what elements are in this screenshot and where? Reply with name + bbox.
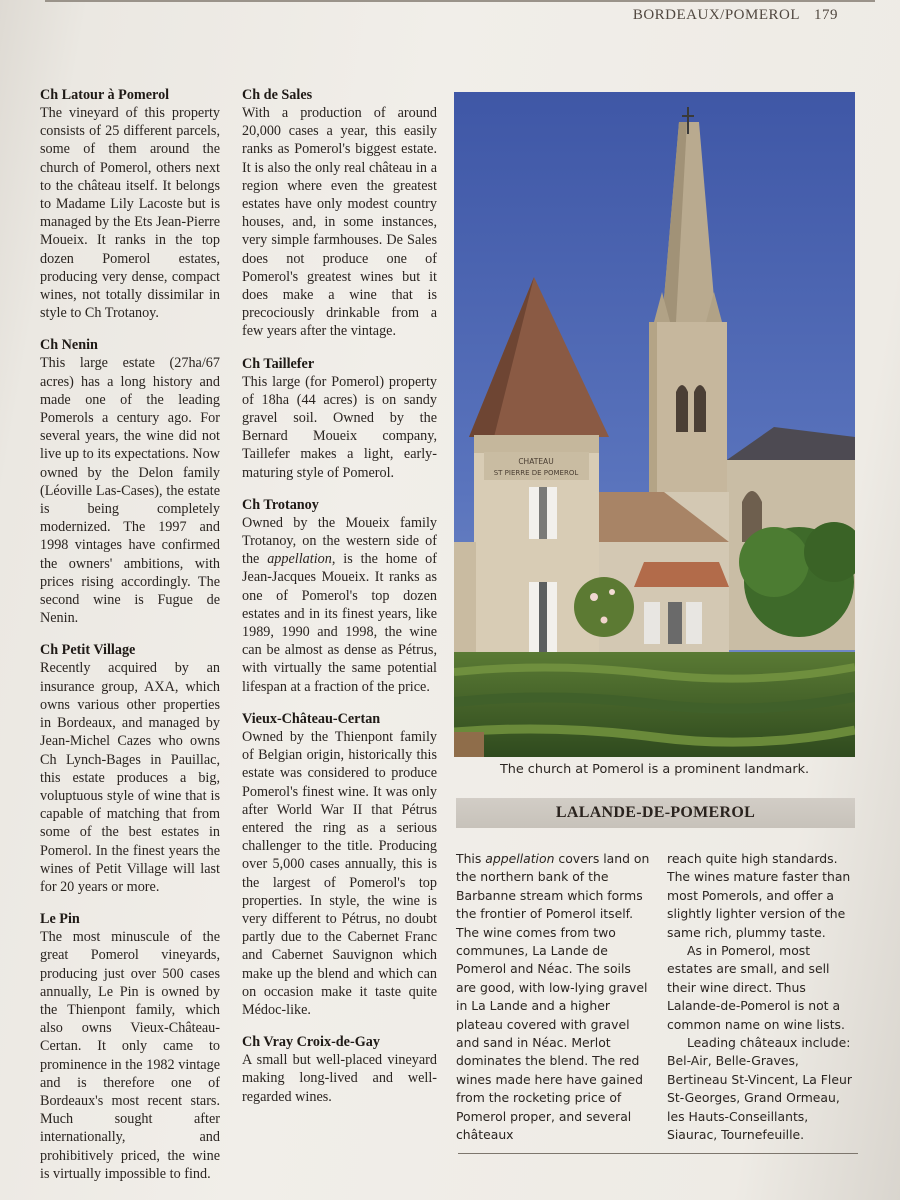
- italic-term: appellation: [267, 551, 332, 568]
- entry-text: Owned by the Thienpont family of Belgian origin, historically this estate was considered to produce Pomerol's finest wine. It was only after World War II that Pétrus entered the ring as a serious challenger to the title. Producing over 5,000 cases annually, this is the largest of Pomerol's top properties. In style, the wine is very different to Pétrus, no doubt partly due to the Cabernet Franc and Cabernet Sauvignon which make up the blend and which can on occasion make it taste quite Médoc-like.: [242, 728, 437, 1018]
- text-after: , is the home of Jean-Jacques Moueix. It ranks as one of Pomerol's top dozen estates and in its finest years, like 1989, 1990 and 1998, the wine can be almost as dense as Pétrus, with virtually the same potential lifespan at a fraction of the price.: [242, 551, 437, 695]
- entry-de-sales: [242, 86, 437, 341]
- section-heading: LALANDE-DE-POMEROL: [456, 798, 855, 828]
- column-4: [667, 850, 857, 1145]
- running-head: [633, 7, 838, 24]
- wing-shutter: [644, 602, 660, 644]
- entry-petit-village: [40, 641, 220, 896]
- section-paragraph-continued: reach quite high standards. The wines mature faster than most Pomerols, and offer a slightly lighter version of the same rich, plummy taste.: [667, 851, 851, 940]
- entry-title: Ch Petit Village: [40, 642, 136, 659]
- entry-text: The vineyard of this property consists of 25 different parcels, some of them around the church of Pomerol, others next to the château itself. It belongs to Madame Lily Lacoste but is managed by the Ets Jean-Pierre Moueix. It ranks in the top dozen Pomerol estates, producing very dense, compact wines, not totally dissimilar in style to Ch Trotanoy.: [40, 105, 220, 322]
- entry-vieux-chateau-certan: [242, 710, 437, 1019]
- entry-title: Ch Taillefer: [242, 355, 315, 372]
- section-paragraph: [456, 850, 652, 1145]
- sign-line-2: ST PIERRE DE POMEROL: [493, 469, 579, 477]
- column-3: [456, 850, 652, 1145]
- church-photo: [454, 92, 855, 757]
- entry-text: This large estate (27ha/67 acres) has a long history and made one of the leading Pomerols a century ago. For several years, the wine did not live up to its expectations. Now owned by the Delon family (Léoville Las-Cases), the estate is being completely modernized. The 1997 and 1998 vintages have confirmed the owners' ambitions, with prices rising accordingly. The second wine is Fugue de Nenin.: [40, 355, 220, 627]
- entry-title: Ch Latour à Pomerol: [40, 87, 170, 103]
- entry-title: Le Pin: [40, 911, 80, 928]
- entry-trotanoy: [242, 496, 437, 696]
- photo-caption: The church at Pomerol is a prominent landmark.: [499, 762, 810, 777]
- column-1: [40, 86, 220, 1197]
- sign-line-1: CHATEAU: [518, 457, 554, 466]
- entry-title: Ch Nenin: [40, 337, 98, 354]
- entry-title: Ch Vray Croix-de-Gay: [242, 1034, 380, 1051]
- entry-latour-a-pomerol: [40, 86, 220, 322]
- entry-title: Ch Trotanoy: [242, 496, 319, 513]
- entry-text: With a production of around 20,000 cases a year, this easily ranks as Pomerol's biggest estate. It is also the only real château in a region where even the greatest estates have only modest country houses, and, in some instances, very simple farmhouses. De Sales does not produce one of Pomerol's greatest wines but it does make a wine that is precociously drinkable from a few years after the vintage.: [242, 105, 437, 340]
- entry-title: Ch de Sales: [242, 87, 313, 103]
- italic-term: appellation: [485, 851, 555, 866]
- section-name: BORDEAUX/POMEROL: [632, 7, 800, 23]
- entry-vray-croix-de-gay: [242, 1033, 437, 1106]
- entry-title: Vieux-Château-Certan: [242, 710, 381, 727]
- text-before: This: [456, 851, 486, 866]
- page-number: 179: [814, 7, 838, 23]
- section-paragraph-leading: Leading châteaux include: Bel-Air, Belle-Graves, Bertineau St-Vincent, La Fleur St-Georges, Grand Ormeau, les Hauts-Conseillants, Siaurac, Tournefeuille.: [667, 1035, 852, 1143]
- entry-text: The most minuscule of the great Pomerol vineyards, producing just over 500 cases annually, Le Pin is owned by the Thienpont family, which also owns Vieux-Château-Certan. It only came to prominence in the 1982 vintage and is therefore one of Bordeaux's most recent stars. Much sought after internationally, and prohibitively priced, the wine is virtually impossible to find.: [40, 929, 220, 1182]
- rose-bush: [574, 577, 634, 637]
- entry-text: [242, 514, 437, 696]
- bottom-rule: [458, 1153, 858, 1154]
- entry-text: A small but well-placed vineyard making long-lived and well-regarded wines.: [242, 1052, 437, 1105]
- text-after: covers land on the northern bank of the Barbanne stream which forms the frontier of Pomerol itself. The wine comes from two communes, La Lande de Pomerol and Néac. The soils are good, with low-lying gravel in La Lande and a higher plateau covered with gravel and sand in Néac. Merlot dominates the blend. The red wines made here have gained from the rocketing price of Pomerol proper, and several châteaux: [456, 851, 650, 1143]
- entry-text: Recently acquired by an insurance group, AXA, which owns various other properties in Bordeaux, and managed by Jean-Michel Cazes who owns Ch Lynch-Bages in Pauillac, this estate produces a big, voluptuous style of wine that is capable of matching that from some of the best estates in Pomerol. In the finest years the wines of Petit Village will last for 20 years or more.: [40, 660, 220, 895]
- entry-le-pin: [40, 910, 220, 1183]
- entry-nenin: [40, 336, 220, 627]
- entry-taillefer: [242, 355, 437, 482]
- text-before: Owned by the Moueix family Trotanoy, on the western side of the: [242, 514, 437, 568]
- column-2: [242, 86, 437, 1120]
- church-illustration: [454, 92, 855, 757]
- entry-text: This large (for Pomerol) property of 18ha (44 acres) is on sandy gravel soil. Owned by the Bernard Moueix company, Taillefer makes a light, early-maturing style of Pomerol.: [242, 373, 437, 481]
- top-rule: [45, 0, 875, 2]
- section-paragraph-estates: As in Pomerol, most estates are small, and sell their wine direct. Thus Lalande-de-Pomerol is not a common name on wine lists.: [667, 943, 845, 1032]
